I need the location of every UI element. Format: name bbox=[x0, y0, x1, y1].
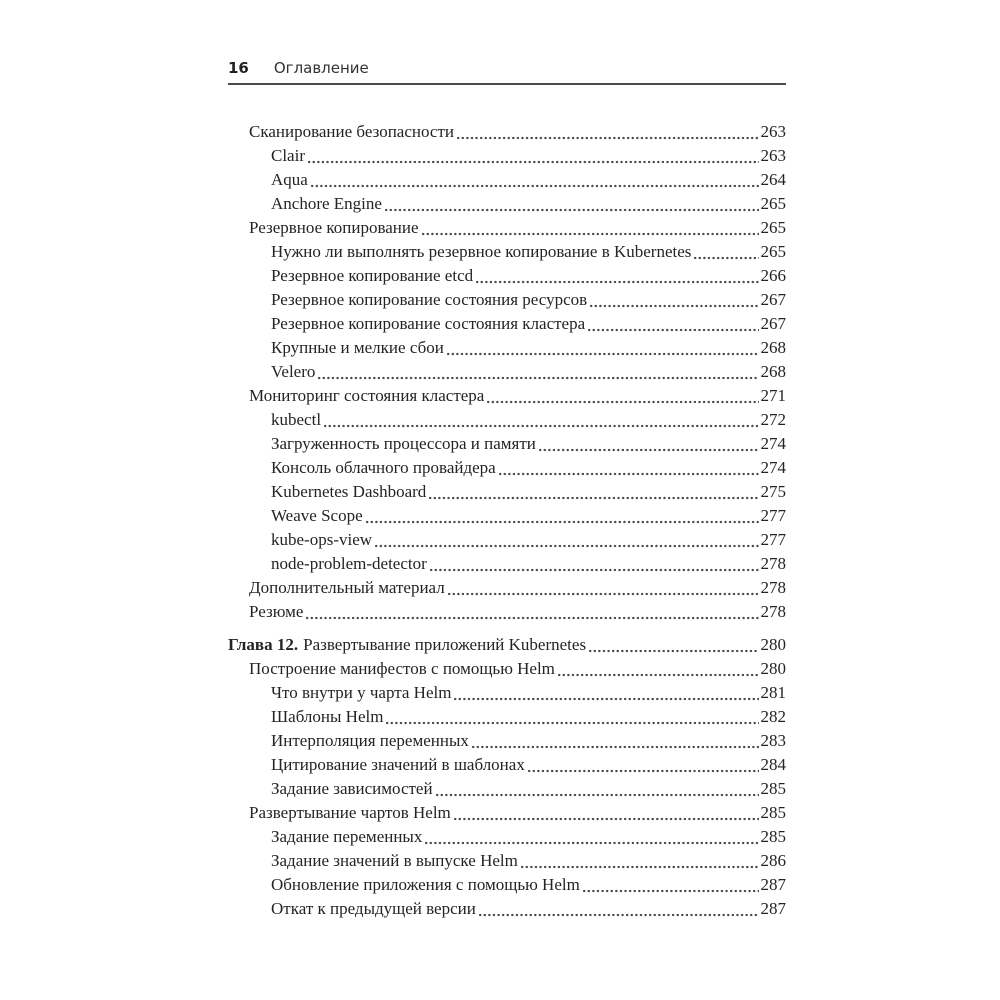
toc-entry bbox=[228, 552, 786, 576]
toc-entry-title: Дополнительный материал bbox=[249, 578, 445, 597]
toc-entry bbox=[228, 681, 786, 705]
toc-entry bbox=[228, 336, 786, 360]
dot-leader bbox=[476, 280, 758, 284]
toc-entry bbox=[228, 432, 786, 456]
toc-entry-title: Крупные и мелкие сбои bbox=[271, 338, 444, 357]
dot-leader bbox=[430, 568, 759, 572]
toc-entry bbox=[228, 633, 786, 657]
toc-entry-title: Откат к предыдущей версии bbox=[271, 899, 476, 918]
dot-leader bbox=[558, 673, 759, 677]
toc-entry-title: node-problem-detector bbox=[271, 554, 427, 573]
toc-entry bbox=[228, 480, 786, 504]
toc-entry-title: Сканирование безопасности bbox=[249, 122, 454, 141]
toc-entry-page-number: 263 bbox=[760, 122, 786, 141]
dot-leader bbox=[472, 745, 759, 749]
toc-entry bbox=[228, 576, 786, 600]
toc-entry-title: Что внутри у чарта Helm bbox=[271, 683, 452, 702]
dot-leader bbox=[429, 496, 758, 500]
toc-entry-page-number: 280 bbox=[760, 635, 786, 654]
toc-entry-page-number: 267 bbox=[760, 314, 786, 333]
toc-entry-title: Нужно ли выполнять резервное копирование в Kubernetes bbox=[271, 242, 692, 261]
toc-entry-title: Развертывание чартов Helm bbox=[249, 803, 451, 822]
toc-entry-page-number: 268 bbox=[760, 362, 786, 381]
toc-entry-title: Резервное копирование bbox=[249, 218, 419, 237]
toc-entry bbox=[228, 504, 786, 528]
dot-leader bbox=[583, 889, 759, 893]
toc-entry-title: Aqua bbox=[271, 170, 308, 189]
dot-leader bbox=[447, 352, 759, 356]
dot-leader bbox=[425, 841, 758, 845]
toc-entry-page-number: 281 bbox=[760, 683, 786, 702]
running-head-title: Оглавление bbox=[273, 59, 369, 77]
toc-entry-title: Weave Scope bbox=[271, 506, 363, 525]
toc-entry bbox=[228, 777, 786, 801]
dot-leader bbox=[448, 592, 759, 596]
dot-leader bbox=[324, 424, 758, 428]
toc-entry-page-number: 267 bbox=[760, 290, 786, 309]
toc-entry-title: kube-ops-view bbox=[271, 530, 373, 549]
toc-entry bbox=[228, 144, 786, 168]
toc-entry-page-number: 285 bbox=[760, 803, 786, 822]
toc-entry-title: Консоль облачного провайдера bbox=[271, 458, 496, 477]
toc-entry-page-number: 282 bbox=[760, 707, 786, 726]
dot-leader bbox=[528, 769, 759, 773]
page-number: 16 bbox=[228, 59, 249, 77]
dot-leader bbox=[589, 649, 758, 653]
dot-leader bbox=[487, 400, 758, 404]
toc-entry-page-number: 278 bbox=[760, 578, 786, 597]
toc-entry-title: Anchore Engine bbox=[271, 194, 382, 213]
toc-entry-title: Резервное копирование состояния ресурсов bbox=[271, 290, 588, 309]
toc-entry bbox=[228, 192, 786, 216]
dot-leader bbox=[306, 616, 758, 620]
dot-leader bbox=[436, 793, 759, 797]
toc-entry bbox=[228, 528, 786, 552]
toc-entry-page-number: 275 bbox=[760, 482, 786, 501]
toc-entry bbox=[228, 753, 786, 777]
dot-leader bbox=[386, 721, 758, 725]
toc-entry bbox=[228, 264, 786, 288]
toc-entry-title: Резюме bbox=[249, 602, 304, 621]
toc-entry bbox=[228, 801, 786, 825]
toc-entry-page-number: 274 bbox=[760, 458, 786, 477]
dot-leader bbox=[479, 913, 759, 917]
toc-entry-page-number: 283 bbox=[760, 731, 786, 750]
toc-entry-title: Задание переменных bbox=[271, 827, 423, 846]
toc-entry-page-number: 285 bbox=[760, 827, 786, 846]
toc-entry bbox=[228, 240, 786, 264]
toc-entry bbox=[228, 873, 786, 897]
toc-entry-page-number: 280 bbox=[760, 659, 786, 678]
dot-leader bbox=[521, 865, 759, 869]
toc-entry-title: Clair bbox=[271, 146, 305, 165]
toc-entry-title: Обновление приложения с помощью Helm bbox=[271, 875, 580, 894]
toc-entry-page-number: 264 bbox=[760, 170, 786, 189]
toc-entry bbox=[228, 600, 786, 624]
dot-leader bbox=[454, 697, 758, 701]
toc-entry-page-number: 278 bbox=[760, 602, 786, 621]
toc-entry-page-number: 287 bbox=[760, 875, 786, 894]
dot-leader bbox=[588, 328, 758, 332]
toc-entry bbox=[228, 312, 786, 336]
toc-entry-title: Резервное копирование etcd bbox=[271, 266, 474, 285]
toc-entry bbox=[228, 729, 786, 753]
toc-entry bbox=[228, 408, 786, 432]
toc-entry-page-number: 271 bbox=[760, 386, 786, 405]
toc-entry-page-number: 277 bbox=[760, 506, 786, 525]
toc-entry-title: Построение манифестов с помощью Helm bbox=[249, 659, 555, 678]
toc-entry bbox=[228, 849, 786, 873]
dot-leader bbox=[694, 256, 758, 260]
toc-entry-page-number: 274 bbox=[760, 434, 786, 453]
page-header bbox=[228, 58, 786, 85]
toc-entry-page-number: 285 bbox=[760, 779, 786, 798]
toc-entry-page-number: 277 bbox=[760, 530, 786, 549]
toc-entry-chapter-prefix: Глава 12. bbox=[228, 635, 299, 654]
dot-leader bbox=[499, 472, 759, 476]
toc-entry-title: Развертывание приложений Kubernetes bbox=[303, 635, 587, 654]
dot-leader bbox=[385, 208, 759, 212]
toc-entry-page-number: 268 bbox=[760, 338, 786, 357]
toc-entry bbox=[228, 288, 786, 312]
toc-entry-page-number: 287 bbox=[760, 899, 786, 918]
toc-entry-title: Интерполяция переменных bbox=[271, 731, 469, 750]
dot-leader bbox=[454, 817, 759, 821]
dot-leader bbox=[308, 160, 759, 164]
toc-entry-title: kubectl bbox=[271, 410, 322, 429]
toc-entry bbox=[228, 456, 786, 480]
toc-entry bbox=[228, 384, 786, 408]
table-of-contents bbox=[228, 120, 786, 921]
toc-entry-title: Мониторинг состояния кластера bbox=[249, 386, 485, 405]
toc-entry-page-number: 265 bbox=[760, 218, 786, 237]
toc-entry-title: Загруженность процессора и памяти bbox=[271, 434, 536, 453]
dot-leader bbox=[375, 544, 758, 548]
toc-entry-page-number: 286 bbox=[760, 851, 786, 870]
dot-leader bbox=[311, 184, 759, 188]
dot-leader bbox=[539, 448, 759, 452]
toc-entry bbox=[228, 360, 786, 384]
dot-leader bbox=[422, 232, 759, 236]
toc-entry-page-number: 284 bbox=[760, 755, 786, 774]
toc-entry-page-number: 265 bbox=[760, 242, 786, 261]
toc-entry-title: Резервное копирование состояния кластера bbox=[271, 314, 586, 333]
toc-entry-title: Шаблоны Helm bbox=[271, 707, 384, 726]
toc-entry-title: Velero bbox=[271, 362, 316, 381]
toc-entry bbox=[228, 897, 786, 921]
toc-entry bbox=[228, 216, 786, 240]
toc-entry-title: Задание значений в выпуске Helm bbox=[271, 851, 518, 870]
toc-entry bbox=[228, 825, 786, 849]
toc-entry-page-number: 278 bbox=[760, 554, 786, 573]
toc-entry-title: Задание зависимостей bbox=[271, 779, 433, 798]
toc-entry-title: Kubernetes Dashboard bbox=[271, 482, 427, 501]
toc-entry-page-number: 263 bbox=[760, 146, 786, 165]
toc-entry-page-number: 272 bbox=[760, 410, 786, 429]
toc-entry-page-number: 265 bbox=[760, 194, 786, 213]
toc-entry bbox=[228, 120, 786, 144]
toc-entry-page-number: 266 bbox=[760, 266, 786, 285]
toc-entry bbox=[228, 168, 786, 192]
dot-leader bbox=[318, 376, 758, 380]
toc-entry-title: Цитирование значений в шаблонах bbox=[271, 755, 525, 774]
toc-entry bbox=[228, 705, 786, 729]
toc-entry bbox=[228, 657, 786, 681]
dot-leader bbox=[366, 520, 759, 524]
dot-leader bbox=[457, 136, 759, 140]
dot-leader bbox=[590, 304, 758, 308]
